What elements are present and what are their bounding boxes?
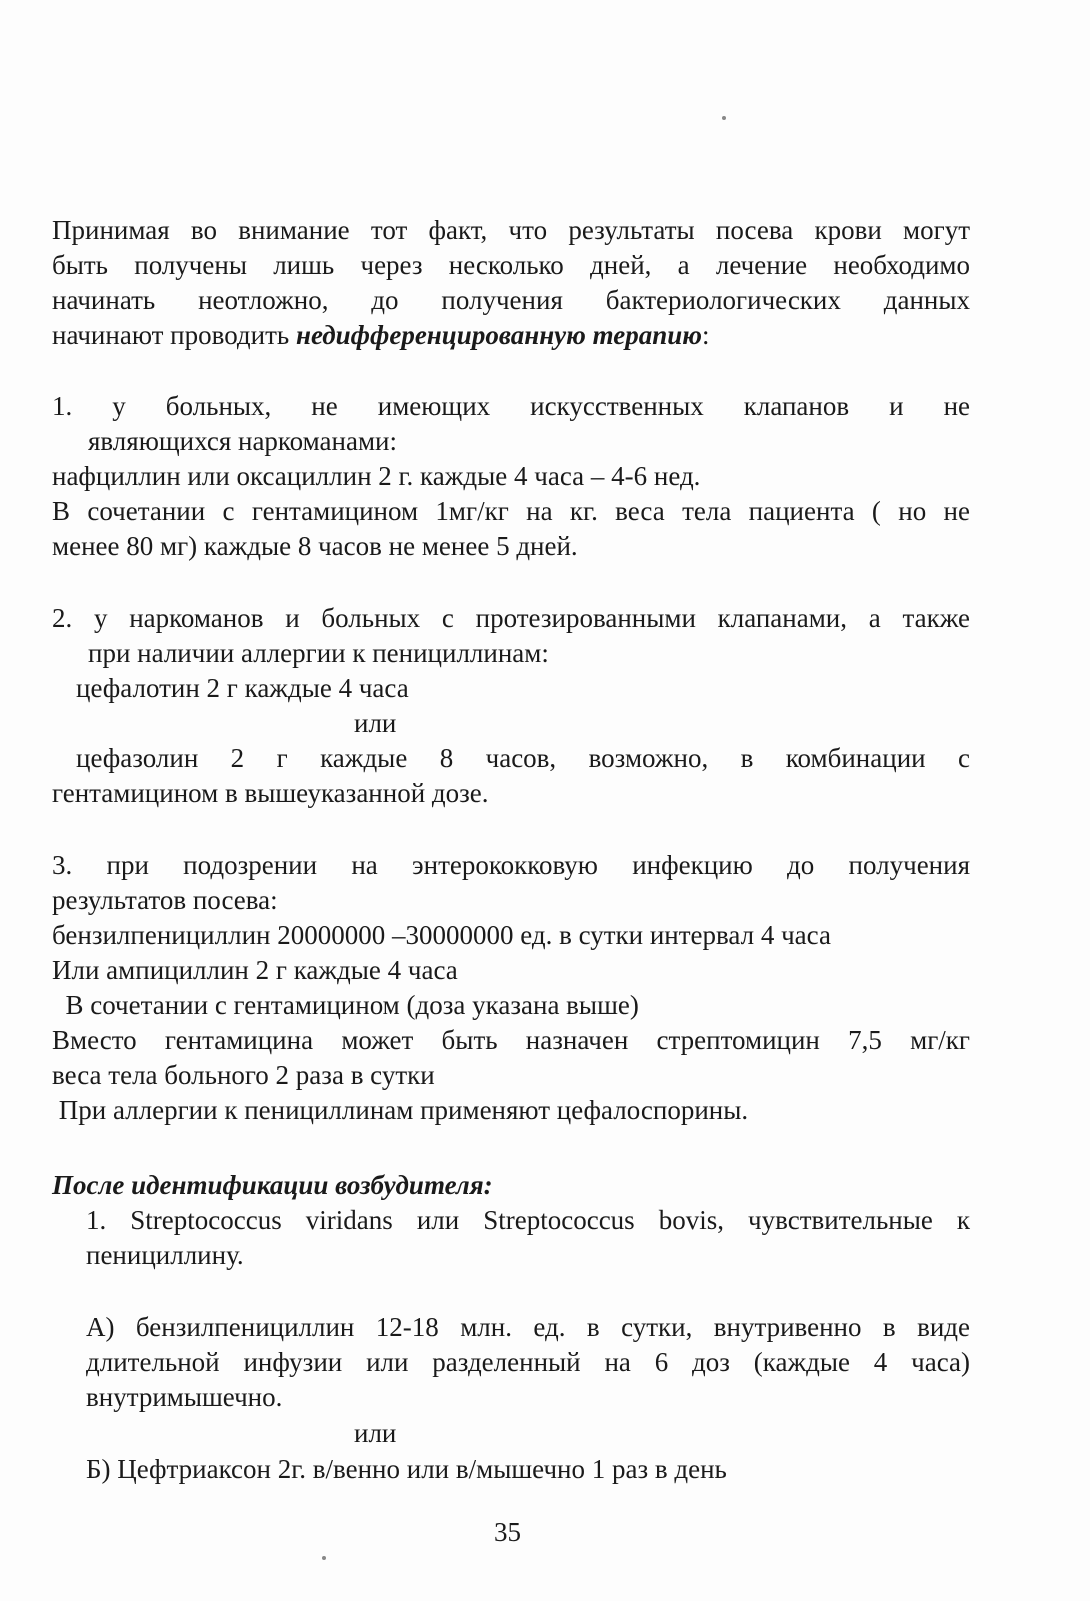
text-line: или <box>354 708 397 738</box>
text-line: Б) Цефтриаксон 2г. в/венно или в/мышечно 1 раз в день <box>86 1454 727 1484</box>
text-run: : <box>702 320 710 350</box>
text-line: результатов посева: <box>52 885 278 915</box>
text-line: начинать неотложно, до получения бактериологических данных <box>52 285 970 315</box>
text-line: Или ампициллин 2 г каждые 4 часа <box>52 955 458 985</box>
scan-speck <box>322 1556 326 1560</box>
list-item-1 <box>52 389 970 564</box>
text-line: нафциллин или оксациллин 2 г. каждые 4 часа – 4-6 нед. <box>52 461 701 491</box>
text-line: гентамицином в вышеуказанной дозе. <box>52 778 489 808</box>
option-a <box>52 1310 970 1415</box>
page-number: 35 <box>494 1517 521 1547</box>
text-line: быть получены лишь через несколько дней, а лечение необходимо <box>52 250 970 280</box>
text-line: В сочетании с гентамицином 1мг/кг на кг. веса тела пациента ( но не <box>52 496 970 526</box>
text-line: 3. при подозрении на энтерококковую инфекцию до получения <box>52 850 970 880</box>
text-line: 1. Streptococcus viridans или Streptococcus bovis, чувствительные к <box>86 1205 970 1235</box>
text-line: менее 80 мг) каждые 8 часов не менее 5 дней. <box>52 531 578 561</box>
text-line: 1. у больных, не имеющих искусственных клапанов и не <box>52 391 970 421</box>
text-line: цефазолин 2 г каждые 8 часов, возможно, в комбинации с <box>76 743 970 773</box>
scan-speck <box>722 116 726 120</box>
section-heading: После идентификации возбудителя: <box>52 1170 493 1200</box>
emphasis-term: недифференцированную терапию <box>295 320 702 350</box>
text-line: 2. у наркоманов и больных с протезированными клапанами, а также <box>52 603 970 633</box>
text-line: В сочетании с гентамицином (доза указана выше) <box>52 990 639 1020</box>
text-line: веса тела больного 2 раза в сутки <box>52 1060 435 1090</box>
intro-paragraph <box>52 213 970 353</box>
text-line: Вместо гентамицина может быть назначен стрептомицин 7,5 мг/кг <box>52 1025 970 1055</box>
text-line: длительной инфузии или разделенный на 6 доз (каждые 4 часа) <box>86 1347 970 1377</box>
text-line <box>52 318 970 353</box>
text-line: цефалотин 2 г каждые 4 часа <box>76 673 409 703</box>
list-item-3 <box>52 848 970 1128</box>
text-line: А) бензилпенициллин 12-18 млн. ед. в сутки, внутривенно в виде <box>86 1312 970 1342</box>
text-line: При аллергии к пенициллинам применяют цефалоспорины. <box>52 1095 749 1125</box>
option-b <box>52 1452 970 1487</box>
after-identification-section <box>52 1168 970 1273</box>
text-line: пенициллину. <box>86 1240 244 1270</box>
text-line: бензилпенициллин 20000000 –30000000 ед. в сутки интервал 4 часа <box>52 920 831 950</box>
text-run: начинают проводить <box>52 320 296 350</box>
list-item-2 <box>52 601 970 811</box>
text-line: являющихся наркоманами: <box>88 426 398 456</box>
text-line: при наличии аллергии к пенициллинам: <box>88 638 549 668</box>
text-line: или <box>354 1418 397 1448</box>
text-line: внутримышечно. <box>86 1382 283 1412</box>
option-separator <box>52 1416 970 1451</box>
text-line: Принимая во внимание тот факт, что результаты посева крови могут <box>52 215 970 245</box>
